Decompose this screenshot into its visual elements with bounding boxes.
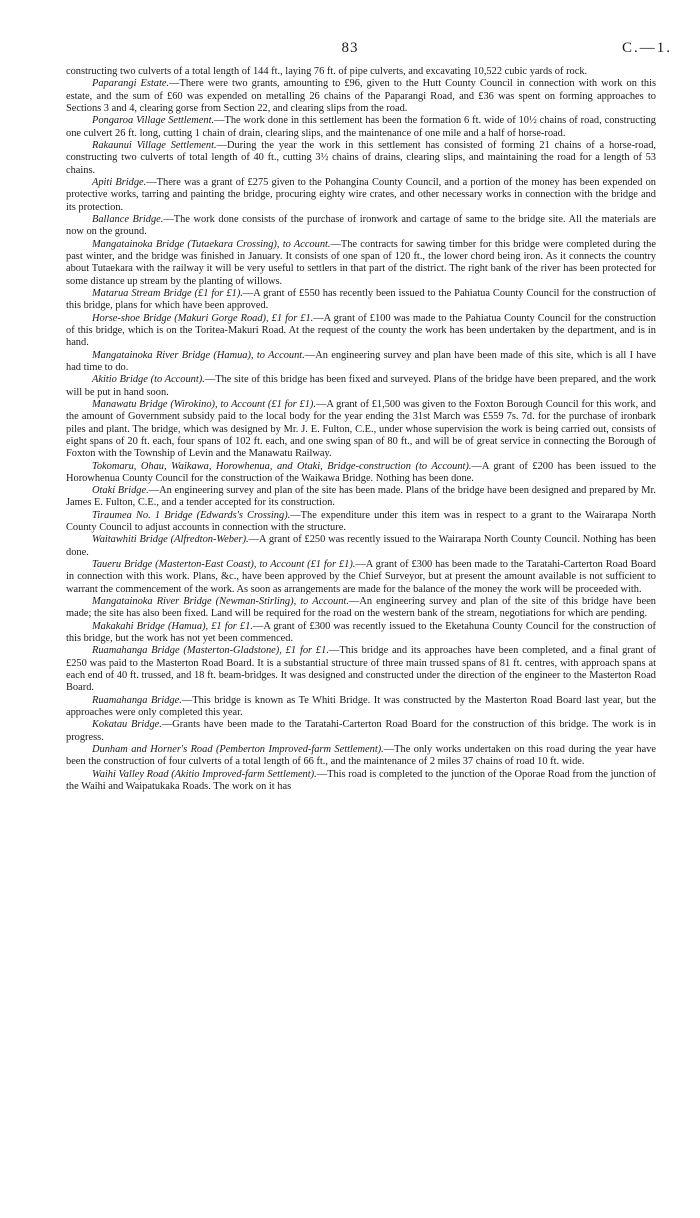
paragraph-text: —This bridge and its approaches have been completed, and a final grant of £250 was paid to the Masterton Road Board. It is a substantial structure of three main trussed spans of 81 ft. centres, with approach spans at each end of 40 ft. trussed, and 18 ft. beam-bridges. It was designed and constructed under the direction of the engineer to the Masterton Road Board. [66, 645, 656, 694]
paragraph [66, 66, 656, 78]
paragraph [66, 744, 656, 769]
page-number: 83 [341, 40, 359, 56]
paragraph-text: —The expenditure under this item was in respect to a grant to the Wairarapa North County Council to adjust accounts in connection with the structure. [66, 509, 656, 534]
paragraph [66, 559, 656, 596]
paragraph-title: Tokomaru, Ohau, Waikawa, Horowhenua, and Otaki, Bridge-construction (to Account). [92, 460, 472, 472]
paragraph-text: —During the year the work in this settlement has consisted of forming 21 chains of a horse-road, constructing two culverts of total length of 40 ft., cutting 3½ chains of drains, clearing slips, and maintaining the road for a length of 53 chains. [66, 139, 656, 176]
paragraph-text: —A grant of £1,500 was given to the Foxton Borough Council for this work, and the amount of Government subsidy paid to the local body for the year ending the 31st March was £559 7s. 7d. for the purchase of ironbark piles and plant. The bridge, which was designed by Mr. J. E. Fulton, C.E., under whose supervision the work is being carried out, consists of eight spans of 20 ft. each, four spans of 102 ft. each, and one swing span of 80 ft., and will be of great service in connecting the Borough of Foxton with the Township of Levin and the Manawatu Railway. [66, 398, 656, 460]
paragraph-title: Pongaroa Village Settlement. [92, 115, 215, 127]
paragraph [66, 695, 656, 720]
paragraph-title: Kokatau Bridge. [92, 719, 162, 731]
paragraph-title: Mangatainoka River Bridge (Newman-Stirling), to Account. [92, 596, 349, 608]
paragraph-text: constructing two culverts of a total length of 144 ft., laying 76 ft. of pipe culverts, and excavating 10,522 cubic yards of rock. [66, 66, 588, 77]
paragraph [66, 485, 656, 510]
paragraph-text: —A grant of £300 has been made to the Taratahi-Carterton Road Board in connection with this work. Plans, &c., have been approved by the Chief Surveyor, but at present the amount available is not sufficient to warrant the commencement of the work. As soon as arrangements are made for the balance of the money the work will be proceeded with. [66, 559, 656, 595]
paragraph-title: Otaki Bridge. [92, 485, 149, 497]
paragraph [66, 719, 656, 744]
paragraph [66, 214, 656, 239]
paragraph-title: Rakaunui Village Settlement. [92, 139, 217, 151]
paragraph-title: Ruamahanga Bridge. [92, 694, 182, 706]
paragraph [66, 534, 656, 559]
paragraph [66, 374, 656, 399]
paragraph [66, 177, 656, 214]
body-text [66, 66, 656, 793]
paragraph-title: Mangatainoka Bridge (Tutaekara Crossing), to Account. [92, 238, 331, 250]
paragraph-title: Ballance Bridge. [92, 213, 164, 225]
paragraph-text: —A grant of £550 has recently been issued to the Pahiatua County Council for the construction of this bridge, plans for which have been approved. [66, 287, 656, 312]
paragraph-text: —There were two grants, amounting to £96, given to the Hutt County Council in connection with work on this estate, and the sum of £60 was expended on metalling 26 chains of the Paparangi Road, and £36 was spent on forming approaches to Sections 3 and 4, clearing gorse from Section 22, and clearing slips from the road. [66, 78, 656, 114]
paragraph-title: Manawatu Bridge (Wirokino), to Account (£1 for £1). [92, 398, 316, 410]
paragraph-text: —There was a grant of £275 given to the Pohangina County Council, and a portion of the money has been expended on protective works, tarring and painting the bridge, procuring eighty wire crates, and other necessary works in connection with the bridge and its protection. [66, 176, 656, 213]
paragraph [66, 596, 656, 621]
paragraph-title: Paparangi Estate. [92, 78, 170, 90]
paragraph-title: Horse-shoe Bridge (Makuri Gorge Road), £1 for £1. [92, 312, 314, 324]
paragraph-text: —An engineering survey and plan have been made of this site, which is all I have had time to do. [66, 349, 656, 373]
paragraph [66, 313, 656, 350]
paragraph-title: Mangatainoka River Bridge (Hamua), to Account. [92, 349, 305, 361]
paragraph-title: Waitawhiti Bridge (Alfredton-Weber). [92, 534, 249, 546]
paragraph-text: —This road is completed to the junction of the Oporae Road from the junction of the Waihi and Waipatukaka Roads. The work on it has [66, 768, 656, 793]
paragraph [66, 350, 656, 375]
paragraph [66, 769, 656, 794]
paragraph-title: Ruamahanga Bridge (Masterton-Gladstone), £1 for £1. [92, 645, 329, 657]
paragraph-title: Waihi Valley Road (Akitio Improved-farm Settlement). [92, 768, 317, 780]
paragraph [66, 115, 656, 140]
paragraph-text: —The site of this bridge has been fixed and surveyed. Plans of the bridge have been prepared, and the work will be put in hand soon. [66, 374, 656, 398]
paragraph-title: Taueru Bridge (Masterton-East Coast), to Account (£1 for £1). [92, 559, 356, 571]
paragraph-text: —The only works undertaken on this road during the year have been the construction of four culverts of a total length of 66 ft., and the maintenance of 2 miles 37 chains of road 10 ft. wide. [66, 744, 656, 768]
paragraph-text: —A grant of £100 was made to the Pahiatua County Council for the construction of this bridge, which is on the Toritea-Makuri Road. At the request of the county the work has been undertaken by the department, and is in hand. [66, 312, 656, 349]
paragraph-text: —This bridge is known as Te Whiti Bridge. It was constructed by the Masterton Road Board last year, but the approaches were only completed this year. [66, 694, 657, 719]
paragraph-title: Tiraumea No. 1 Bridge (Edwards's Crossing). [92, 509, 291, 521]
paragraph-title: Mataruа Stream Bridge (£1 for £1). [92, 287, 243, 299]
paragraph [66, 621, 656, 646]
paragraph [66, 140, 656, 177]
paragraph-text: —Grants have been made to the Taratahi-Carterton Road Board for the construction of this bridge. The work is in progress. [66, 719, 657, 743]
paragraph-text: —The work done in this settlement has been the formation 6 ft. wide of 10½ chains of road, constructing one culvert 26 ft. long, cutting 1 chain of drain, clearing slips, and the maintenance of one mile and a half of horse-road. [66, 115, 656, 139]
paragraph-text: —An engineering survey and plan of the site has been made. Plans of the bridge have been designed and prepared by Mr. James E. Fulton, C.E., and a tender accepted for its construction. [66, 485, 656, 509]
paragraph-title: Makakahi Bridge (Hamua), £1 for £1. [92, 620, 253, 632]
paragraph [66, 288, 656, 313]
paragraph-title: Dunham and Horner's Road (Pemberton Improved-farm Settlement). [92, 744, 384, 756]
paragraph-text: —A grant of £250 was recently issued to the Wairarapa North County Council. Nothing has been done. [66, 534, 656, 558]
paragraph-text: —The contracts for sawing timber for this bridge were completed during the past winter, and the bridge was finished in January. It consists of one span of 120 ft., the lower chord being iron. As it connects the country about Tutaekara with the railway it will be very useful to settlers in that part of the district. The right bank of the river has been protected for some distance up stream by the planting of willows. [66, 238, 656, 287]
paragraph-text: —The work done consists of the purchase of ironwork and cartage of same to the bridge site. All the materials are now on the ground. [66, 213, 657, 238]
paragraph-title: Apiti Bridge. [92, 176, 147, 188]
paragraph [66, 399, 656, 461]
paragraph [66, 239, 656, 288]
paragraph [66, 645, 656, 694]
paragraph [66, 510, 656, 535]
paragraph-text: —A grant of £300 was recently issued to the Eketahuna County Council for the construction of this bridge, but the work has not yet been commenced. [66, 620, 656, 645]
paragraph [66, 461, 656, 486]
page-header [0, 40, 700, 62]
paragraph [66, 78, 656, 115]
paragraph-text: —A grant of £200 has been issued to the Horowhenua County Council for the construction of the Waikawa Bridge. Nothing has been done. [66, 460, 657, 484]
paragraph-text: —An engineering survey and plan of the site of this bridge have been made; the site has also been fixed. Land will be required for the road on the western bank of the stream, negotiations for which are pending. [66, 596, 656, 620]
paragraph-title: Akitio Bridge (to Account). [92, 374, 205, 386]
document-reference: C.—1. [621, 40, 672, 56]
